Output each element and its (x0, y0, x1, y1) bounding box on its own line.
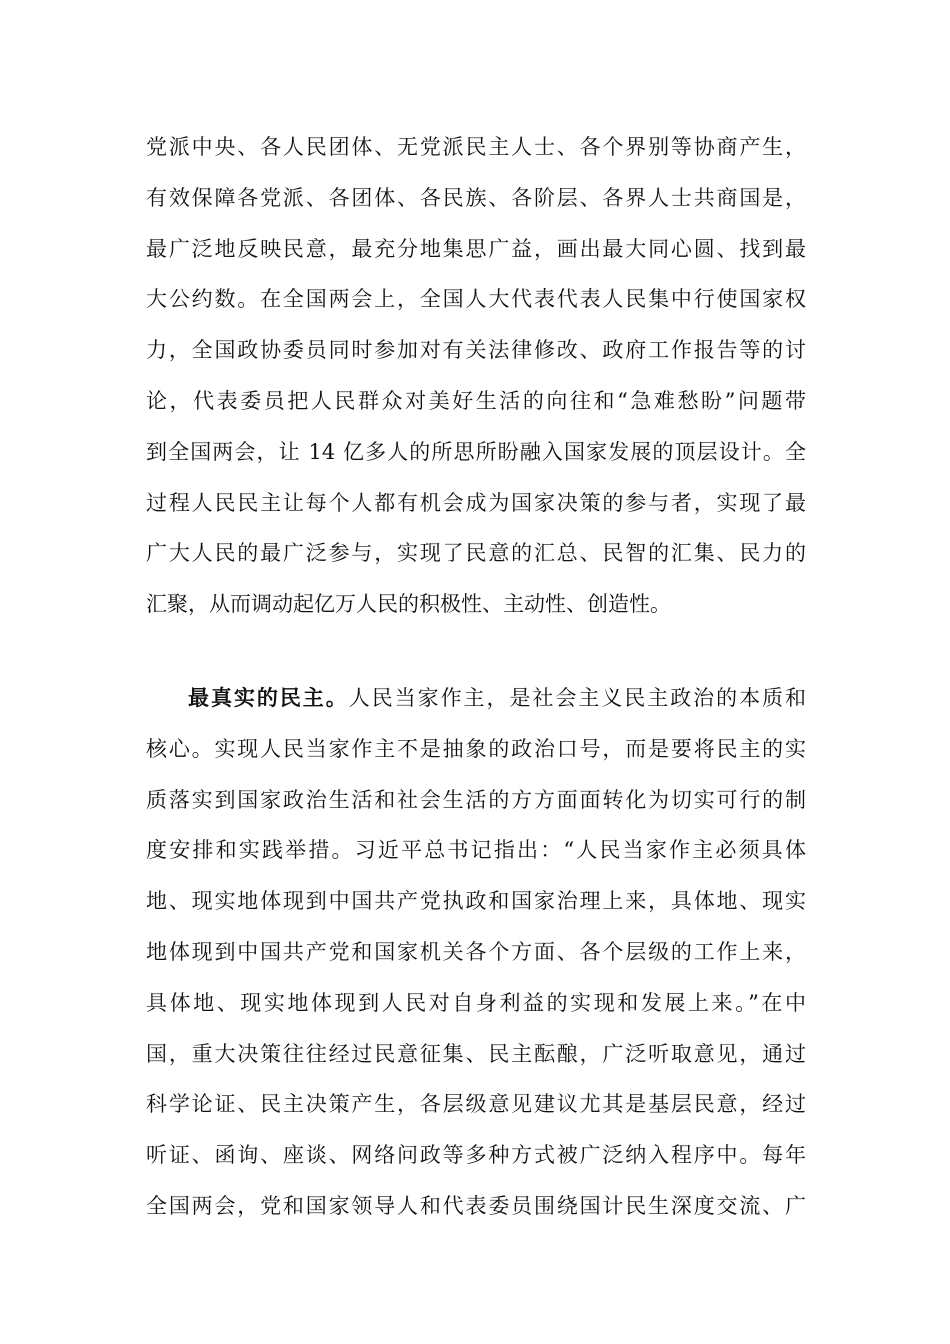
text-line-last: 汇聚，从而调动起亿万人民的积极性、主动性、创造性。 (146, 592, 671, 617)
text-line: 科学论证、民主决策产生，各层级意见建议尤其是基层民意，经过 (146, 1092, 806, 1117)
text-line: 地体现到中国共产党和国家机关各个方面、各个层级的工作上来， (146, 939, 806, 964)
text-line: 质落实到国家政治生活和社会生活的方方面面转化为切实可行的制 (146, 787, 806, 812)
text-run: 人民当家作主，是社会主义民主政治的本质和 (348, 686, 807, 710)
text-line: 核心。实现人民当家作主不是抽象的政治口号，而是要将民主的实 (146, 736, 806, 761)
text-line: 度安排和实践举措。习近平总书记指出：“人民当家作主必须具体 (146, 838, 806, 863)
paragraph-2 (146, 673, 806, 1232)
text-line: 过程人民民主让每个人都有机会成为国家决策的参与者，实现了最 (146, 490, 806, 515)
text-line: 全国两会，党和国家领导人和代表委员围绕国计民生深度交流、广 (146, 1193, 806, 1218)
text-line: 论，代表委员把人民群众对美好生活的向往和“急难愁盼”问题带 (146, 388, 806, 413)
paragraph-1 (146, 122, 806, 630)
text-line: 听证、函询、座谈、网络问政等多种方式被广泛纳入程序中。每年 (146, 1143, 806, 1168)
text-line: 有效保障各党派、各团体、各民族、各阶层、各界人士共商国是， (146, 185, 806, 210)
text-line: 力，全国政协委员同时参加对有关法律修改、政府工作报告等的讨 (146, 338, 806, 363)
text-line: 大公约数。在全国两会上，全国人大代表代表人民集中行使国家权 (146, 287, 806, 312)
paragraph-heading: 最真实的民主。 (188, 685, 349, 710)
text-line: 到全国两会，让 14 亿多人的所思所盼融入国家发展的顶层设计。全 (146, 439, 806, 464)
text-line: 最广泛地反映民意，最充分地集思广益，画出最大同心圆、找到最 (146, 236, 806, 261)
text-line: 国，重大决策往往经过民意征集、民主酝酿，广泛听取意见，通过 (146, 1041, 806, 1066)
text-line: 广大人民的最广泛参与，实现了民意的汇总、民智的汇集、民力的 (146, 541, 806, 566)
paragraph-first-line (146, 673, 806, 724)
text-line: 具体地、现实地体现到人民对自身利益的实现和发展上来。”在中 (146, 990, 806, 1015)
text-line: 地、现实地体现到中国共产党执政和国家治理上来，具体地、现实 (146, 889, 806, 914)
text-line: 党派中央、各人民团体、无党派民主人士、各个界别等协商产生， (146, 135, 806, 159)
